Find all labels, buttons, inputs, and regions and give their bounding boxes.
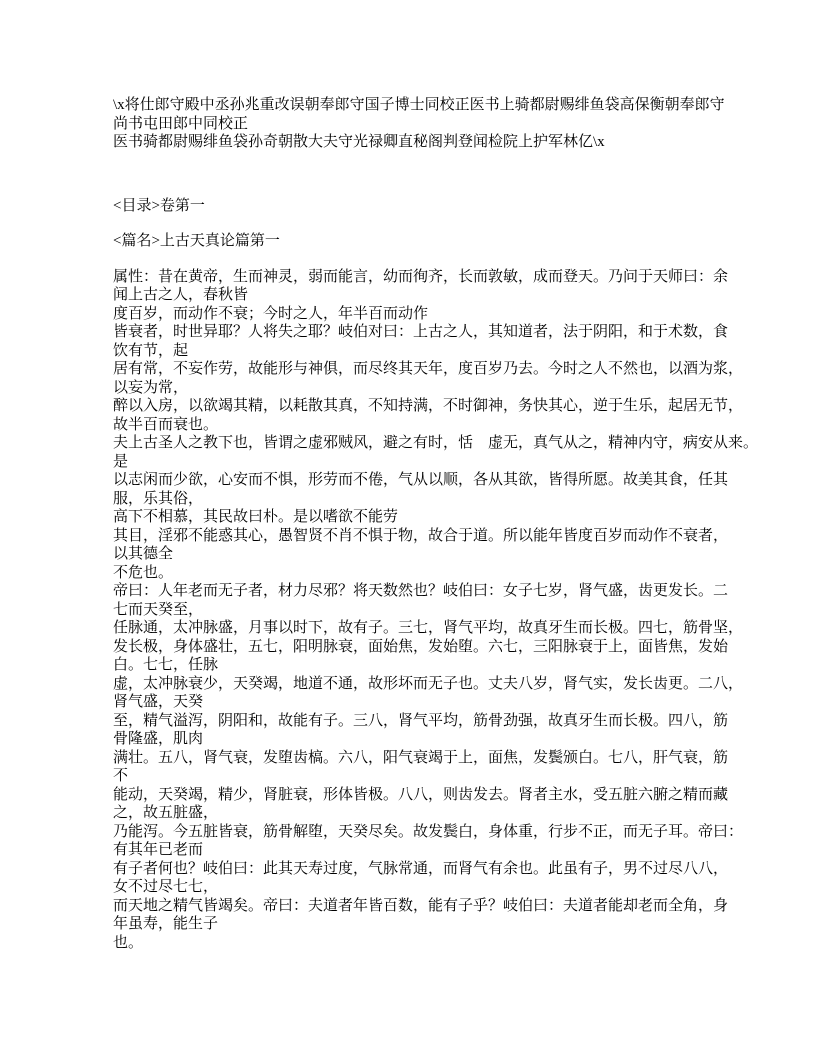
- text-line: 度百岁，而动作不衰；今时之人，年半百而动作: [113, 305, 429, 322]
- text-line: 不: [113, 768, 129, 784]
- text-line: 是: [113, 453, 129, 470]
- text-line: 夫上古圣人之教下也，皆谓之虚邪贼风，避之有时，恬 虚无，真气从之，精神内守，病安从来。: [113, 435, 759, 451]
- text-line: 骨隆盛，肌肉: [113, 731, 204, 747]
- text-line: 属性：昔在黄帝，生而神灵，弱而能言，幼而徇齐，长而敦敏，成而登天。乃问于天师曰：余: [113, 268, 729, 285]
- text-line: 之，故五脏盛，: [113, 805, 219, 821]
- colophon-block: [113, 96, 758, 152]
- text-line: 发长极，身体盛壮，五七，阳明脉衰，面始焦，发始堕。六七，三阳脉衰于上，面皆焦，发始: [113, 638, 729, 655]
- text-line: 帝曰：人年老而无子者，材力尽邪？将天数然也？岐伯曰：女子七岁，肾气盛，齿更发长。二: [113, 583, 729, 599]
- text-line: 尚书屯田郎中同校正: [113, 115, 249, 132]
- text-line: 满壮。五八，肾气衰，发堕齿槁。六八，阳气衰竭于上，面焦，发鬓颁白。七八，肝气衰，筋: [113, 749, 729, 766]
- text-line: 有其年已老而: [113, 842, 204, 858]
- text-line: 皆衰者，时世异耶？人将失之耶？岐伯对曰：上古之人，其知道者，法于阴阳，和于术数，食: [113, 324, 729, 340]
- chapter-title-line: <篇名>上古天真论篇第一: [113, 233, 280, 249]
- text-line: 也。: [113, 934, 144, 951]
- text-line: 以志闲而少欲，心安而不惧，形劳而不倦，气从以顺，各从其欲，皆得所愿。故美其食，任其: [113, 472, 729, 488]
- text-line: 乃能泻。今五脏皆衰，筋骨解堕，天癸尽矣。故发鬓白，身体重，行步不正，而无子耳。帝曰：: [113, 823, 744, 840]
- text-line: 故半百而衰也。: [113, 416, 219, 433]
- text-line: 年虽寿，能生子: [113, 916, 219, 932]
- text-line: 以妄为常，: [113, 379, 189, 396]
- text-line: 服，乐其俗，: [113, 490, 204, 507]
- text-line: 而天地之精气皆竭矣。帝曰：夫道者年皆百数，能有子乎？岐伯曰：夫道者能却老而全角，身: [113, 897, 729, 914]
- text-line: 任脉通，太冲脉盛，月事以时下，故有子。三七，肾气平均，故真牙生而长极。四七，筋骨坚，: [113, 620, 744, 636]
- text-line: 医书骑都尉赐绯鱼袋孙奇朝散大夫守光禄卿直秘阁判登闻检院上护军林亿\x: [113, 134, 605, 150]
- text-line: 居有常，不妄作劳，故能形与神俱，而尽终其天年，度百岁乃去。今时之人不然也，以酒为浆，: [113, 361, 744, 377]
- text-line: 醉以入房，以欲竭其精，以耗散其真，不知持满，不时御神，务快其心，逆于生乐，起居无节，: [113, 398, 744, 414]
- text-line: \x将仕郎守殿中丞孙兆重改误朝奉郎守国子博士同校正医书上骑都尉赐绯鱼袋高保衡朝奉郎守: [113, 97, 725, 113]
- text-line: 肾气盛，天癸: [113, 694, 204, 710]
- text-line: 高下不相慕，其民故曰朴。是以嗜欲不能劳: [113, 509, 399, 525]
- toc-line: <目录>卷第一: [113, 197, 205, 214]
- text-line: 能动，天癸竭，精少，肾脏衰，形体皆极。八八，则齿发去。肾者主水，受五脏六腑之精而藏: [113, 786, 729, 803]
- text-line: 七而天癸至，: [113, 601, 204, 618]
- text-line: 虚，太冲脉衰少，天癸竭，地道不通，故形坏而无子也。丈夫八岁，肾气实，发长齿更。二八，: [113, 675, 744, 692]
- text-line: 至，精气溢泻，阴阳和，故能有子。三八，肾气平均，筋骨劲强，故真牙生而长极。四八，筋: [113, 712, 729, 729]
- text-line: 饮有节，起: [113, 342, 189, 359]
- text-line: 女不过尽七七，: [113, 879, 219, 895]
- text-line: 以其德全: [113, 546, 174, 562]
- text-line: 白。七七，任脉: [113, 657, 219, 673]
- text-line: 其目，淫邪不能惑其心，愚智贤不肖不惧于物，故合于道。所以能年皆度百岁而动作不衰者，: [113, 527, 729, 544]
- text-line: 不危也。: [113, 564, 174, 581]
- body-text-block: [113, 268, 758, 953]
- text-column: [113, 96, 758, 952]
- text-line: 有子者何也？岐伯曰：此其天寿过度，气脉常通，而肾气有余也。此虽有子，男不过尽八八，: [113, 860, 729, 877]
- text-line: 闻上古之人，春秋皆: [113, 287, 249, 303]
